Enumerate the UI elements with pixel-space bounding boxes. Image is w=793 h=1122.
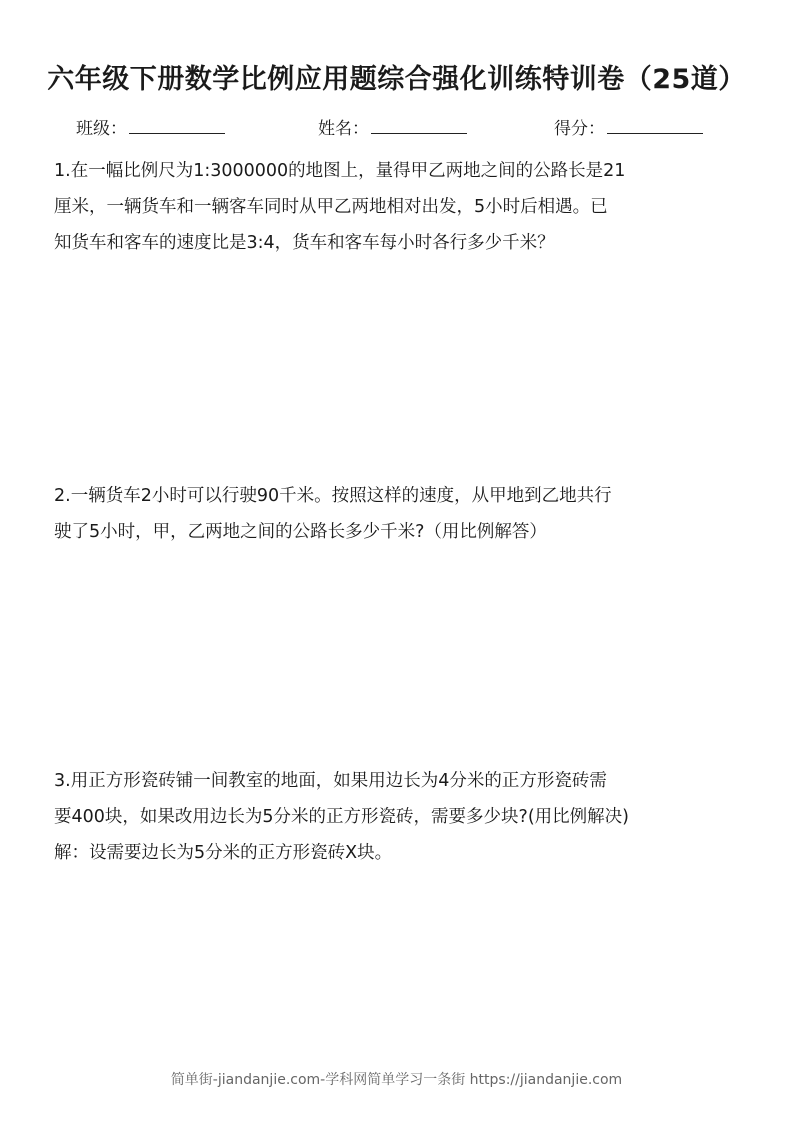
name-label: 姓名： <box>318 119 369 139</box>
question-3-line-2: 要400块，如果改用边长为5分米的正方形瓷砖，需要多少块?(用比例解决) <box>54 807 629 827</box>
question-2-line-1: 2.一辆货车2小时可以行驶90千米。按照这样的速度，从甲地到乙地共行 <box>54 486 612 506</box>
student-info-row <box>0 113 793 141</box>
question-3-line-1: 3.用正方形瓷砖铺一间教室的地面，如果用边长为4分米的正方形瓷砖需 <box>54 771 607 791</box>
page-footer: 简单街-jiandanjie.com-学科网简单学习一条街 https://jiandanjie.com <box>170 1072 623 1088</box>
score-label: 得分： <box>554 119 605 139</box>
question-3-line-3: 解：设需要边长为5分米的正方形瓷砖X块。 <box>54 843 393 863</box>
class-field <box>76 113 225 143</box>
question-2 <box>54 478 754 550</box>
score-field <box>554 113 703 143</box>
class-blank[interactable] <box>129 113 225 134</box>
question-1-line-2: 厘米，一辆货车和一辆客车同时从甲乙两地相对出发，5小时后相遇。已 <box>54 197 608 217</box>
name-blank[interactable] <box>371 113 467 134</box>
question-1-line-3: 知货车和客车的速度比是3:4，货车和客车每小时各行多少千米？ <box>54 233 555 253</box>
page-title: 六年级下册数学比例应用题综合强化训练特训卷（25道） <box>47 64 746 95</box>
question-1 <box>54 153 754 261</box>
question-3 <box>54 763 754 871</box>
class-label: 班级： <box>76 119 127 139</box>
score-blank[interactable] <box>607 113 703 134</box>
question-2-line-2: 驶了5小时，甲，乙两地之间的公路长多少千米?（用比例解答） <box>54 522 547 542</box>
name-field <box>318 113 467 143</box>
question-1-line-1: 1.在一幅比例尺为1:3000000的地图上，量得甲乙两地之间的公路长是21 <box>54 161 626 181</box>
